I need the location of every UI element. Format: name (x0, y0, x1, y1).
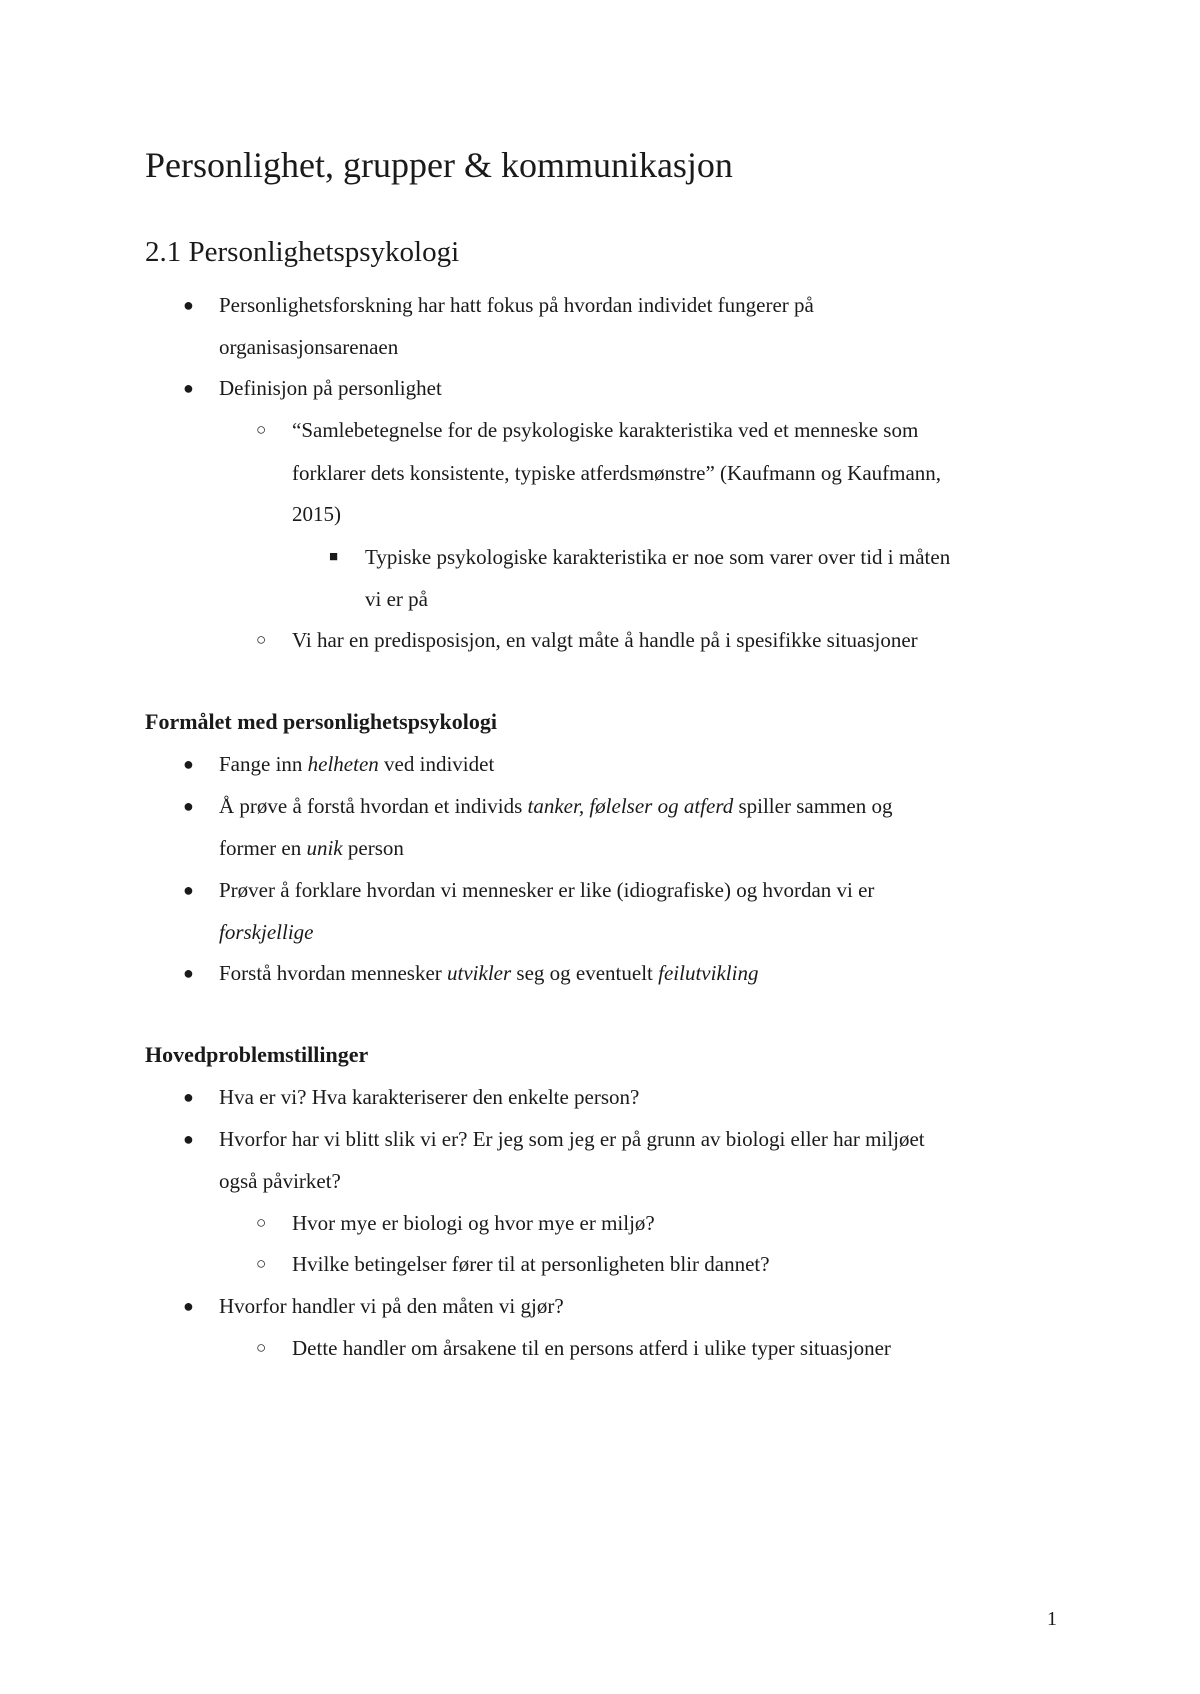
bullet-disc: ● (183, 295, 194, 315)
list-item: Fange inn helheten ved individet (219, 752, 495, 776)
list-subitem: Hvor mye er biologi og hvor mye er miljø? (292, 1211, 655, 1235)
list-subitem: “Samlebetegnelse for de psykologiske karakteristika ved et menneske som (292, 418, 919, 442)
list-item: Hva er vi? Hva karakteriserer den enkelte person? (219, 1085, 640, 1109)
list-subsubitem-continuation: vi er på (365, 587, 428, 611)
list-item: Definisjon på personlighet (219, 376, 442, 400)
section-heading-personlighetspsykologi: 2.1 Personlighetspsykologi (145, 236, 460, 268)
document-title: Personlighet, grupper & kommunikasjon (145, 145, 733, 185)
bullet-circle: ○ (256, 420, 267, 439)
page-number: 1 (1047, 1608, 1057, 1630)
list-subitem: Dette handler om årsakene til en persons atferd i ulike typer situasjoner (292, 1336, 891, 1360)
list-subitem-continuation: forklarer dets konsistente, typiske atferdsmønstre” (Kaufmann og Kaufmann, (292, 461, 942, 485)
list-item: Personlighetsforskning har hatt fokus på hvordan individet fungerer på (219, 293, 814, 317)
list-item-continuation: organisasjonsarenaen (219, 335, 399, 359)
bullet-circle: ○ (256, 1213, 267, 1232)
list-item: Prøver å forklare hvordan vi mennesker er like (idiografiske) og hvordan vi er (219, 878, 875, 902)
bullet-disc: ● (183, 796, 194, 816)
list-subitem: Vi har en predisposisjon, en valgt måte å handle på i spesifikke situasjoner (292, 628, 918, 652)
list-subitem: Hvilke betingelser fører til at personligheten blir dannet? (292, 1252, 770, 1276)
list-item: Å prøve å forstå hvordan et individs tanker, følelser og atferd spiller sammen og (219, 794, 893, 818)
list-subitem-continuation: 2015) (292, 502, 341, 526)
bullet-circle: ○ (256, 1338, 267, 1357)
bullet-disc: ● (183, 1296, 194, 1316)
list-item-continuation: former en unik person (219, 836, 404, 860)
list-item-continuation: også påvirket? (219, 1169, 341, 1193)
bullet-disc: ● (183, 963, 194, 983)
list-item: Hvorfor handler vi på den måten vi gjør? (219, 1294, 564, 1318)
bullet-disc: ● (183, 880, 194, 900)
bullet-disc: ● (183, 754, 194, 774)
subheading-hovedproblemstillinger: Hovedproblemstillinger (145, 1042, 369, 1067)
subheading-formalet: Formålet med personlighetspsykologi (145, 709, 497, 734)
bullet-square: ■ (329, 549, 339, 565)
bullet-circle: ○ (256, 630, 267, 649)
list-item-continuation: forskjellige (219, 920, 314, 944)
bullet-circle: ○ (256, 1254, 267, 1273)
list-item: Hvorfor har vi blitt slik vi er? Er jeg som jeg er på grunn av biologi eller har miljøet (219, 1127, 925, 1151)
list-subsubitem: Typiske psykologiske karakteristika er noe som varer over tid i måten (365, 545, 951, 569)
bullet-disc: ● (183, 1129, 194, 1149)
list-item: Forstå hvordan mennesker utvikler seg og eventuelt feilutvikling (219, 961, 759, 985)
bullet-disc: ● (183, 378, 194, 398)
bullet-disc: ● (183, 1087, 194, 1107)
